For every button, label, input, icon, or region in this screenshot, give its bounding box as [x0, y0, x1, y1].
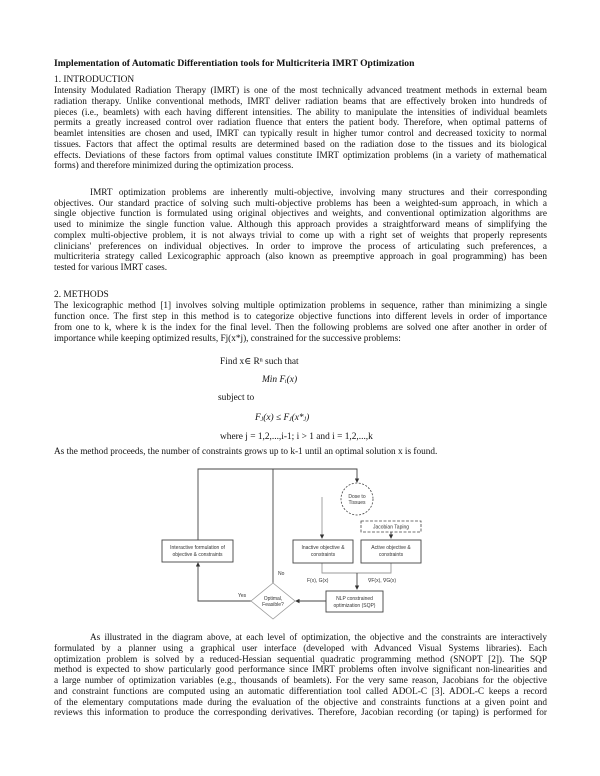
text-line: function once. The first step in this method is to categorize objective functions into different levels in order of importance [54, 311, 547, 322]
text-line: tissues. Factors that affect the optimal results are determined based on the radiation dose to the tissues and its biological [54, 139, 547, 150]
text-line: optimization problem is solved by a reduced-Hessian sequential quadratic programming method (SNOPT [2]). The SQP [54, 654, 547, 665]
text-line: importance while keeping optimized results, Fj(x*j), constrained for the successive problems: [54, 333, 401, 344]
text-line: and constraint functions are computed using an automatic differentiation tool called ADOL-C [3]. ADOL-C keeps a record [54, 686, 547, 697]
paper-title: Implementation of Automatic Differentiation tools for Multicriteria IMRT Optimization [54, 58, 415, 69]
text-line: effects. Deviations of these factors from optimal values constitute IMRT optimization problems (in a variety of mathematical [54, 150, 547, 161]
text-line: a large number of optimization variables (e.g., thousands of beamlets). For the very same reason, Jacobians for the objective [54, 676, 547, 686]
equation-where: where j = 1,2,...,i-1; i > 1 and i = 1,2,...,k [220, 432, 373, 442]
inactive-label-1: Inactive objective & [301, 545, 345, 551]
jacobian-label: Jacobian Taping [372, 524, 410, 531]
text-line: The lexicographic method [1] involves solving multiple optimization problems in sequence, rather than minimizing a single [54, 301, 547, 311]
text-line: pieces (i.e., beamlets) with each having different intensities. The ability to manipulate the intensities of individual beamlets [54, 107, 547, 118]
text-line: tested for various IMRT cases. [54, 262, 168, 273]
text-line: complex multi-objective problem, it is not always trivial to come up with a right set of weights that properly represents [54, 230, 547, 241]
text-line: IMRT optimization problems are inherently multi-objective, involving many structures and their corresponding [90, 188, 547, 198]
dose-label-1: Dose to [348, 494, 366, 500]
text-line: radiation therapy. Unlike conventional methods, IMRT deliver radiation beams that are effectively broken into hundreds of [54, 96, 547, 107]
section-heading-introduction: 1. INTRODUCTION [54, 75, 135, 85]
active-label-1: Active objective & [371, 545, 411, 551]
text-line: multicriteria strategy called Lexicographic approach (also known as preemptive approach in goal programming) has been [54, 252, 547, 263]
text-line: Intensity Modulated Radiation Therapy (IMRT) is one of the most technically advanced treatment methods in external beam [54, 86, 547, 96]
text-line: single objective function is formulated using original objectives and weights, and conventional optimization algorithms are [54, 209, 547, 220]
equation-min: Min Fᵢ(x) [262, 375, 298, 385]
decision-label-1: Optimal, [263, 596, 283, 602]
text-line: formulated by a planner using a graphical user interface (developed with Advanced Visual Systems libraries). Each [54, 643, 547, 654]
merge-line [322, 563, 391, 573]
inactive-label-2: constraints [310, 552, 336, 558]
text-line: clinicians' preferences on individual objectives. In order to improve the process of articulating such preferences, a [54, 241, 547, 252]
text-line: reviews this information to produce the corresponding derivatives. Therefore, Jacobian recording (or taping) is performed for [54, 708, 547, 719]
text-line: objectives. Our standard practice of solving such multi-objective problems has been a weighted-sum approach, in which a [54, 198, 547, 209]
text-line: from one to k, where k is the index for the final level. Then the following problems are solved one after another in order of [54, 322, 547, 333]
active-label-2: constraints [378, 552, 404, 558]
text-line: permits a greatly increased control over radiation fluence that enters the patient body. Therefore, when optimal patterns of [54, 118, 547, 129]
equation-subject-to: subject to [218, 393, 255, 403]
interactive-formulation-box [162, 540, 233, 562]
section-heading-methods: 2. METHODS [54, 290, 109, 300]
yes-label: Yes [238, 593, 247, 599]
text-line: forms) and therefore minimized during the optimization process. [54, 161, 294, 172]
equation-find: Find x∈ Rⁿ such that [220, 357, 299, 367]
nlp-label-1: NLP constrained [336, 596, 373, 602]
gradient-label: ∇F(x), ∇G(x) [368, 578, 397, 584]
text-line: beamlet intensities are chosen and used, IMRT can typically result in higher tumor control and decreased toxicity to normal [54, 129, 547, 139]
decision-label-2: Feasible? [262, 602, 284, 608]
text-line: used to minimize the single function value. Although this approach provides a straightforward means of simplifying the [54, 220, 547, 231]
text-line: As illustrated in the diagram above, at each level of optimization, the objective and the constraints are interactively [90, 633, 547, 643]
after-math-text: As the method proceeds, the number of constraints grows up to k-1 until an optimal solution x is found. [54, 447, 438, 457]
interactive-label-1: Interactive formulation of [170, 545, 225, 551]
text-line: method is expected to show particularly good performance since IMRT problems often involve significant non-linearities and [54, 665, 547, 676]
nlp-label-2: optimization (SQP) [333, 603, 376, 609]
fg-label: F(x), G(x) [307, 578, 329, 584]
equation-constraint: Fⱼ(x) ≤ Fⱼ(x*ⱼ) [255, 413, 310, 423]
text-line: of the elementary computations made during the evaluation of the objective and constraints functions at a given point and [54, 697, 547, 708]
no-label: No [278, 571, 285, 577]
interactive-label-2: objective & constraints [172, 552, 223, 558]
dose-label-2: Tissues [348, 500, 366, 506]
